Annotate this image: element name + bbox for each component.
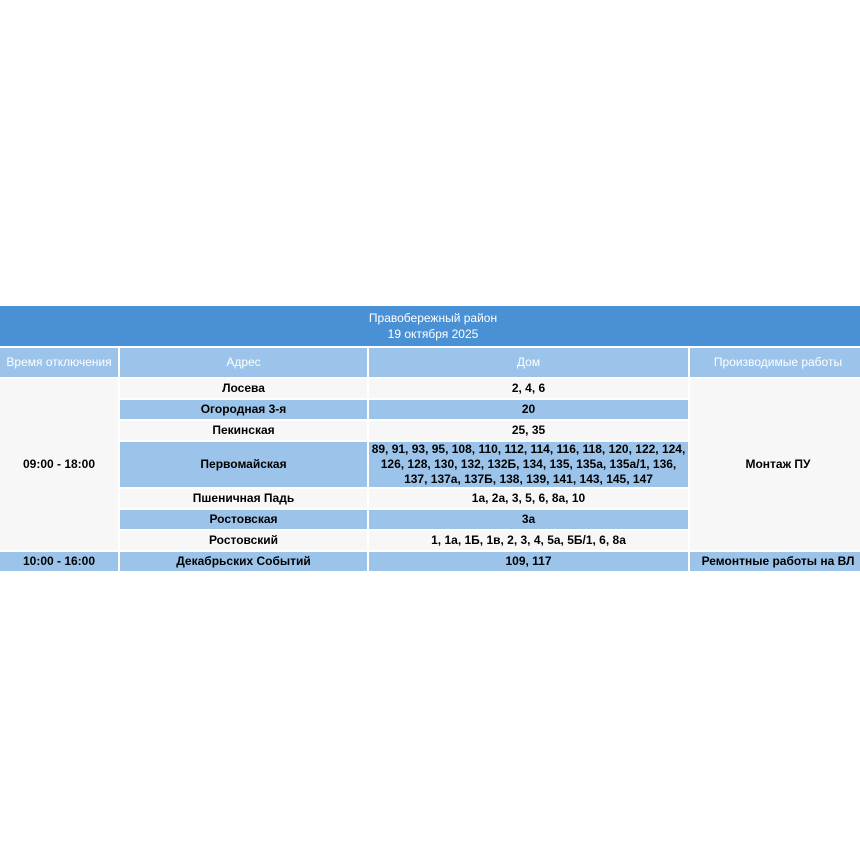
house-cell: 3а [369, 508, 688, 529]
address-cell: Пшеничная Падь [120, 487, 367, 508]
table-row [0, 377, 860, 398]
time-cell: 09:00 - 18:00 [0, 377, 118, 550]
house-cell: 109, 117 [369, 550, 688, 571]
col-time: Время отключения [0, 346, 118, 377]
col-house: Дом [369, 346, 688, 377]
house-cell: 89, 91, 93, 95, 108, 110, 112, 114, 116, 118, 120, 122, 124, 126, 128, 130, 132, 132Б, 134, 135, 135а, 135а/1, 136, 137, 137а, 137Б, 138, 139, 141, 143, 145, 147 [369, 440, 688, 487]
address-cell: Первомайская [120, 440, 367, 487]
house-cell: 20 [369, 398, 688, 419]
house-cell: 1, 1а, 1Б, 1в, 2, 3, 4, 5а, 5Б/1, 6, 8а [369, 529, 688, 550]
address-cell: Ростовский [120, 529, 367, 550]
works-cell: Ремонтные работы на ВЛ [690, 550, 860, 571]
district-name: Правобережный район [368, 311, 498, 325]
house-cell: 25, 35 [369, 419, 688, 440]
house-cell: 1а, 2а, 3, 5, 6, 8а, 10 [369, 487, 688, 508]
outage-table [0, 306, 860, 571]
table-title [0, 306, 860, 346]
house-cell: 2, 4, 6 [369, 377, 688, 398]
header-row [0, 346, 860, 377]
col-works: Производимые работы [690, 346, 860, 377]
col-address: Адрес [120, 346, 367, 377]
schedule-date: 19 октября 2025 [387, 327, 479, 341]
address-cell: Огородная 3-я [120, 398, 367, 419]
works-cell: Монтаж ПУ [690, 377, 860, 550]
address-cell: Пекинская [120, 419, 367, 440]
outage-schedule [0, 306, 860, 571]
address-cell: Декабрьских Событий [120, 550, 367, 571]
time-cell: 10:00 - 16:00 [0, 550, 118, 571]
table-row [0, 550, 860, 571]
address-cell: Ростовская [120, 508, 367, 529]
address-cell: Лосева [120, 377, 367, 398]
